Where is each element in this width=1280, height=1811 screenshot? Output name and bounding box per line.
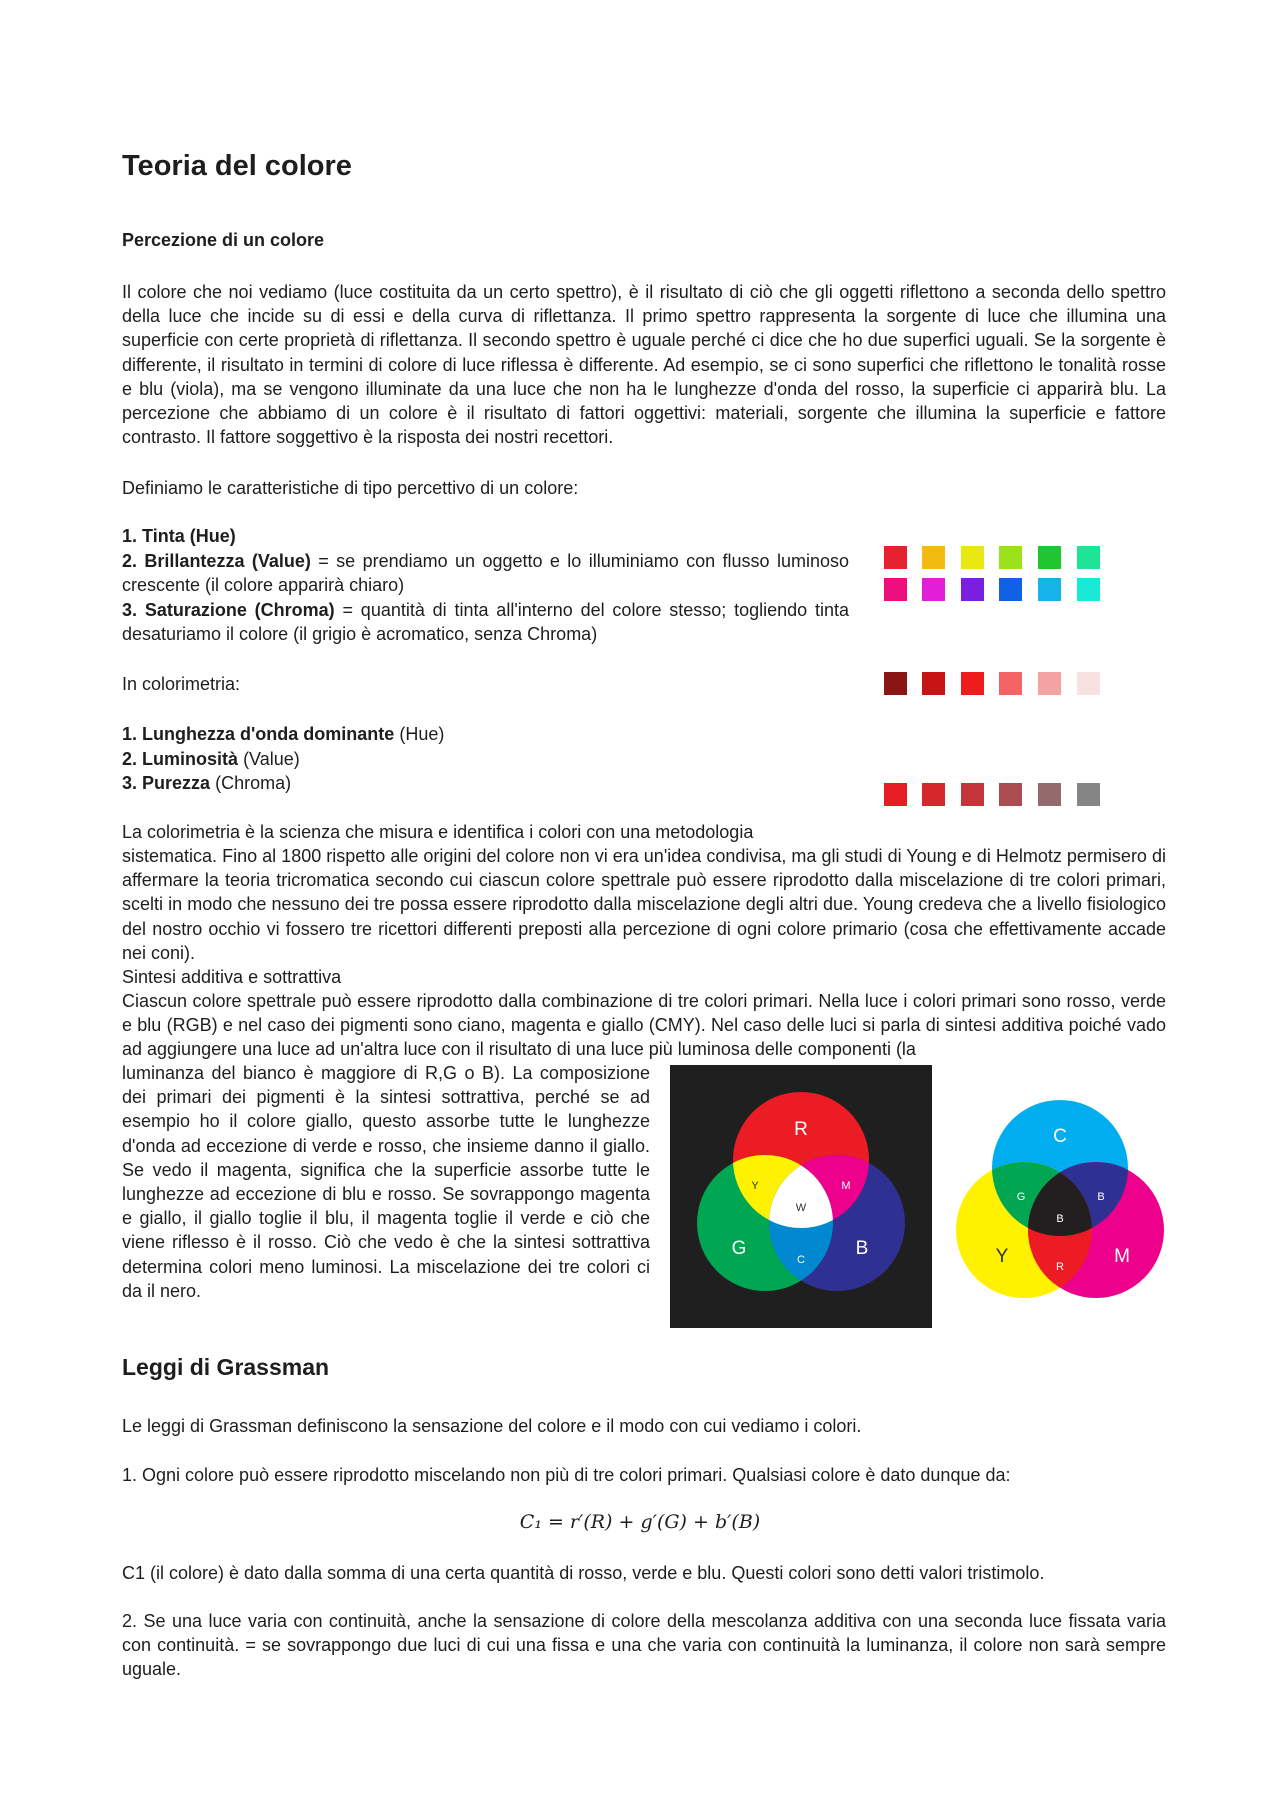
color-swatch: [922, 783, 945, 806]
formula: C₁ = r′(R) + g′(G) + b′(B): [519, 1511, 761, 1533]
color-swatch: [1038, 783, 1061, 806]
item-number: 1.: [122, 526, 138, 546]
label-y: Y: [995, 1246, 1009, 1267]
define-line: Definiamo le caratteristiche di tipo percettivo di un colore:: [122, 478, 579, 498]
synthesis-narrow-paragraph: luminanza del bianco è maggiore di R,G o B). La composizione dei primari dei pigmenti è la sintesi sottrattiva, perché se ad esempio ho il colore giallo, questo assorbe tutte le lunghezze d'onda ad eccezione di verde e rosso, che insieme danno il giallo. Se vedo il magenta, significa che la superficie assorbe tutte le lunghezze ad eccezione di blu e rosso. Se sovrappongo magenta e giallo, il giallo toglie il blu, il magenta toglie il verde e ciò che viene riflesso è il rosso. Ciò che vedo è che la sintesi sottrattiva determina colori meno luminosi. La miscelazione dei tre colori ci da il nero.: [122, 1063, 650, 1301]
item-desc: (Value): [243, 748, 300, 769]
synthesis-paragraph: Ciascun colore spettrale può essere riprodotto dalla combinazione di tre colori primari. Nella luce i colori primari sono rosso, verde e blu (RGB) e nel caso dei pigmenti sono ciano, magenta e giallo (CMY). Nel caso delle luci si parla di sintesi additiva poiché vado ad aggiungere una luce ad un'altra luce con il risultato di una luce più luminosa delle componenti (la: [122, 991, 1166, 1060]
law-1: 1. Ogni colore può essere riprodotto miscelando non più di tre colori primari. Qualsiasi colore è dato dunque da:: [122, 1465, 1011, 1485]
item-number: 2.: [122, 550, 138, 571]
label-g: G: [1016, 1191, 1026, 1203]
label-r: R: [1056, 1261, 1064, 1273]
item-term: Luminosità: [142, 748, 239, 769]
colorimetry-intro: In colorimetria:: [122, 674, 241, 694]
intro-paragraph: Il colore che noi vediamo (luce costituita da un certo spettro), è il risultato di ciò che gli oggetti riflettono a seconda dello spettro della luce che incide su di essi e della curva di riflettanza. Il primo spettro rappresenta la sorgente di luce che illumina una superficie con certe proprietà di riflettanza. Il secondo spettro è uguale perché ci dice che ho due superfici uguali. Se la sorgente è differente, il risultato in termini di colore di luce riflessa è differente. Ad esempio, se ci sono superfici che riflettono le tonalità rosse e blu (viola), ma se vengono illuminate da una luce che non ha le lunghezze d'onda del rosso, la superficie ci apparirà blu. La percezione che abbiamo di un colore è il risultato di fattori oggettivi: materiali, sorgente che illumina la superficie e fattore contrasto. Il fattore soggettivo è la risposta dei nostri recettori.: [122, 282, 1166, 448]
item-number: 3.: [122, 599, 138, 620]
color-swatch: [1077, 546, 1100, 569]
color-swatch: [961, 546, 984, 569]
color-swatch: [1038, 578, 1061, 601]
item-number: 2.: [122, 748, 138, 769]
page-title: Teoria del colore: [122, 150, 352, 182]
color-swatch: [1038, 546, 1061, 569]
color-swatch: [922, 672, 945, 695]
label-k: B: [1056, 1213, 1064, 1225]
color-swatch: [884, 783, 907, 806]
label-c: C: [797, 1254, 805, 1266]
color-swatch: [1038, 672, 1061, 695]
additive-color-diagram: [670, 1065, 932, 1328]
color-swatch: [884, 546, 907, 569]
label-m: M: [1114, 1246, 1130, 1267]
list-item: [122, 549, 849, 598]
item-desc: = se prendiamo un oggetto e lo illuminiamo con flusso luminoso crescente (il colore apparirà chiaro): [122, 550, 849, 595]
list-item: [122, 598, 849, 647]
color-swatch: [884, 672, 907, 695]
grassman-intro: Le leggi di Grassman definiscono la sensazione del colore e il modo con cui vediamo i colori.: [122, 1416, 862, 1436]
item-number: 3.: [122, 773, 138, 793]
color-swatch: [961, 672, 984, 695]
color-swatch: [961, 783, 984, 806]
item-term: Lunghezza d'onda dominante: [142, 724, 395, 744]
label-g: G: [731, 1238, 747, 1259]
subtractive-color-diagram: [955, 1098, 1165, 1300]
synthesis-heading: Sintesi additiva e sottrattiva: [122, 967, 342, 987]
colorimetry-first-line: La colorimetria è la scienza che misura e identifica i colori con una metodologia: [122, 822, 754, 842]
item-term: Saturazione (Chroma): [144, 599, 335, 620]
perceptual-list: [122, 524, 849, 647]
item-desc: (Chroma): [215, 773, 292, 793]
list-item: [122, 524, 849, 549]
color-swatch: [922, 546, 945, 569]
color-swatch: [999, 783, 1022, 806]
law-2: 2. Se una luce varia con continuità, anche la sensazione di colore della mescolanza additiva con una seconda luce fissata varia con continuità. = se sovrappongo due luci di cui una fissa e una che varia con continuità la luminanza, il colore non sarà sempre uguale.: [122, 1611, 1166, 1680]
item-term: Tinta (Hue): [142, 526, 236, 546]
label-c: C: [1053, 1126, 1067, 1147]
label-r: R: [794, 1119, 808, 1140]
item-term: Purezza: [142, 773, 211, 793]
item-desc: (Hue): [399, 724, 445, 744]
list-item: [122, 747, 444, 772]
section-heading-perception: Percezione di un colore: [122, 230, 325, 250]
color-swatch: [884, 578, 907, 601]
list-item: [122, 771, 444, 796]
colorimetry-paragraph: sistematica. Fino al 1800 rispetto alle origini del colore non vi era un'idea condivisa, ma gli studi di Young e di Helmotz permisero di affermare la teoria tricromatica secondo cui ciascun colore spettrale può essere riprodotto dalla miscelazione di tre colori primari, scelti in modo che nessuno dei tre possa essere riprodotto dalla miscelazione degli altri due. Young credeva che a livello fisiologico del nostro occhio vi fossero tre ricettori differenti preposti alla percezione di ogni colore primario (cosa che effettivamente accade nei coni).: [122, 846, 1166, 963]
list-item: [122, 722, 444, 747]
c1-explanation: C1 (il colore) è dato dalla somma di una certa quantità di rosso, verde e blu. Questi colori sono detti valori tristimolo.: [122, 1563, 1045, 1583]
label-b: B: [1097, 1191, 1105, 1203]
color-swatch: [999, 546, 1022, 569]
label-m: M: [841, 1180, 851, 1192]
label-b: B: [855, 1238, 869, 1259]
color-swatch: [922, 578, 945, 601]
color-swatch: [1077, 578, 1100, 601]
item-number: 1.: [122, 724, 138, 744]
color-swatch: [961, 578, 984, 601]
item-desc: = quantità di tinta all'interno del colore stesso; togliendo tinta desaturiamo il colore (il grigio è acromatico, senza Chroma): [122, 599, 849, 644]
label-w: W: [795, 1202, 807, 1214]
item-term: Brillantezza (Value): [144, 550, 311, 571]
section-heading-grassman: Leggi di Grassman: [122, 1354, 330, 1380]
colorimetry-list: [122, 722, 444, 796]
color-swatch: [1077, 783, 1100, 806]
color-swatch: [999, 672, 1022, 695]
label-y: Y: [751, 1180, 759, 1192]
color-swatch: [999, 578, 1022, 601]
color-swatch: [1077, 672, 1100, 695]
